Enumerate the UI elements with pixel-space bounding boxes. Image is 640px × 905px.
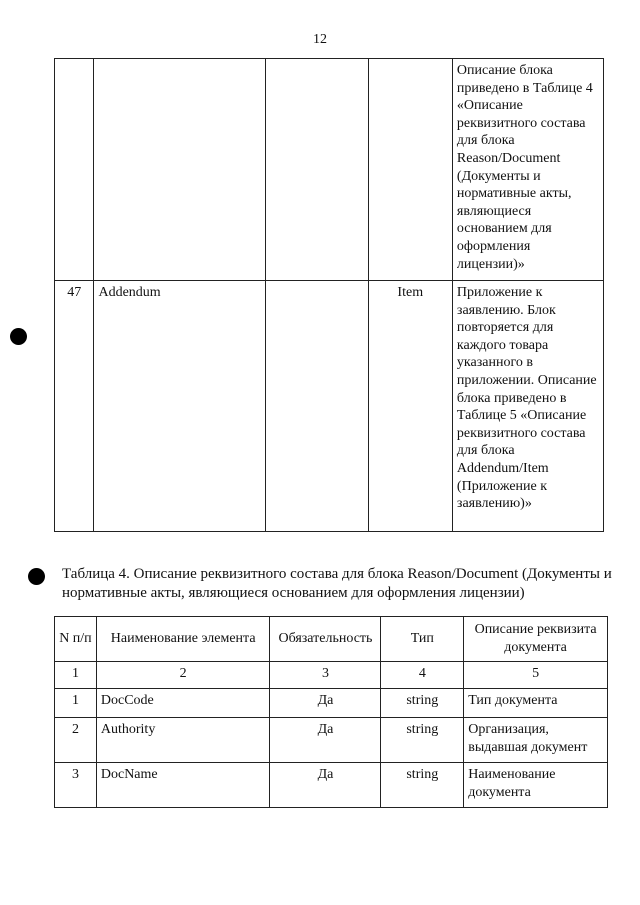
column-index-row xyxy=(55,662,608,689)
header-required: Обязательность xyxy=(270,617,381,662)
cell-required xyxy=(266,281,369,532)
header-name: Наименование элемента xyxy=(96,617,270,662)
table-caption: Таблица 4. Описание реквизитного состава для блока Reason/Document (Документы и нормативные акты, являющиеся основанием для оформления лицензии) xyxy=(62,566,612,601)
cell-num xyxy=(55,59,94,281)
table-header-row xyxy=(55,617,608,662)
cell-type: string xyxy=(381,763,464,808)
cell-name: Authority xyxy=(96,718,270,763)
cell-required: Да xyxy=(270,763,381,808)
header-num: N п/п xyxy=(55,617,97,662)
cell-required xyxy=(266,59,369,281)
index-cell: 2 xyxy=(96,662,270,689)
cell-description: Тип документа xyxy=(464,689,608,718)
cell-description: Описание блока приведено в Таблице 4 «Описание реквизитного состава для блока Reason/Document (Документы и нормативные акты, являющиеся основанием для оформления лицензии)» xyxy=(452,59,603,281)
index-cell: 3 xyxy=(270,662,381,689)
cell-description: Организация, выдавшая документ xyxy=(464,718,608,763)
margin-dot-mark xyxy=(28,568,45,585)
cell-type: string xyxy=(381,689,464,718)
table-row xyxy=(55,718,608,763)
cell-num: 3 xyxy=(55,763,97,808)
cell-description: Приложение к заявлению. Блок повторяется для каждого товара указанного в приложении. Описание блока приведено в Таблице 5 «Описание реквизитного состава для блока Addendum/Item (Приложение к заявлению)» xyxy=(452,281,603,532)
cell-name: DocName xyxy=(96,763,270,808)
cell-name: Addendum xyxy=(94,281,266,532)
cell-required: Да xyxy=(270,718,381,763)
page-number: 12 xyxy=(313,32,327,47)
cell-num: 1 xyxy=(55,689,97,718)
margin-dot-mark xyxy=(10,328,27,345)
cell-name: DocCode xyxy=(96,689,270,718)
cell-type: string xyxy=(381,718,464,763)
index-cell: 4 xyxy=(381,662,464,689)
cell-required: Да xyxy=(270,689,381,718)
table-row xyxy=(55,763,608,808)
cell-name xyxy=(94,59,266,281)
cell-type xyxy=(368,59,452,281)
table-row xyxy=(55,689,608,718)
cell-description: Наименование документа xyxy=(464,763,608,808)
cell-num: 47 xyxy=(55,281,94,532)
table-row xyxy=(55,281,604,532)
index-cell: 1 xyxy=(55,662,97,689)
cell-type: Item xyxy=(368,281,452,532)
top-table xyxy=(54,58,604,532)
header-description: Описание реквизита документа xyxy=(464,617,608,662)
header-type: Тип xyxy=(381,617,464,662)
cell-num: 2 xyxy=(55,718,97,763)
table-row xyxy=(55,59,604,281)
index-cell: 5 xyxy=(464,662,608,689)
requisites-table xyxy=(54,616,608,808)
